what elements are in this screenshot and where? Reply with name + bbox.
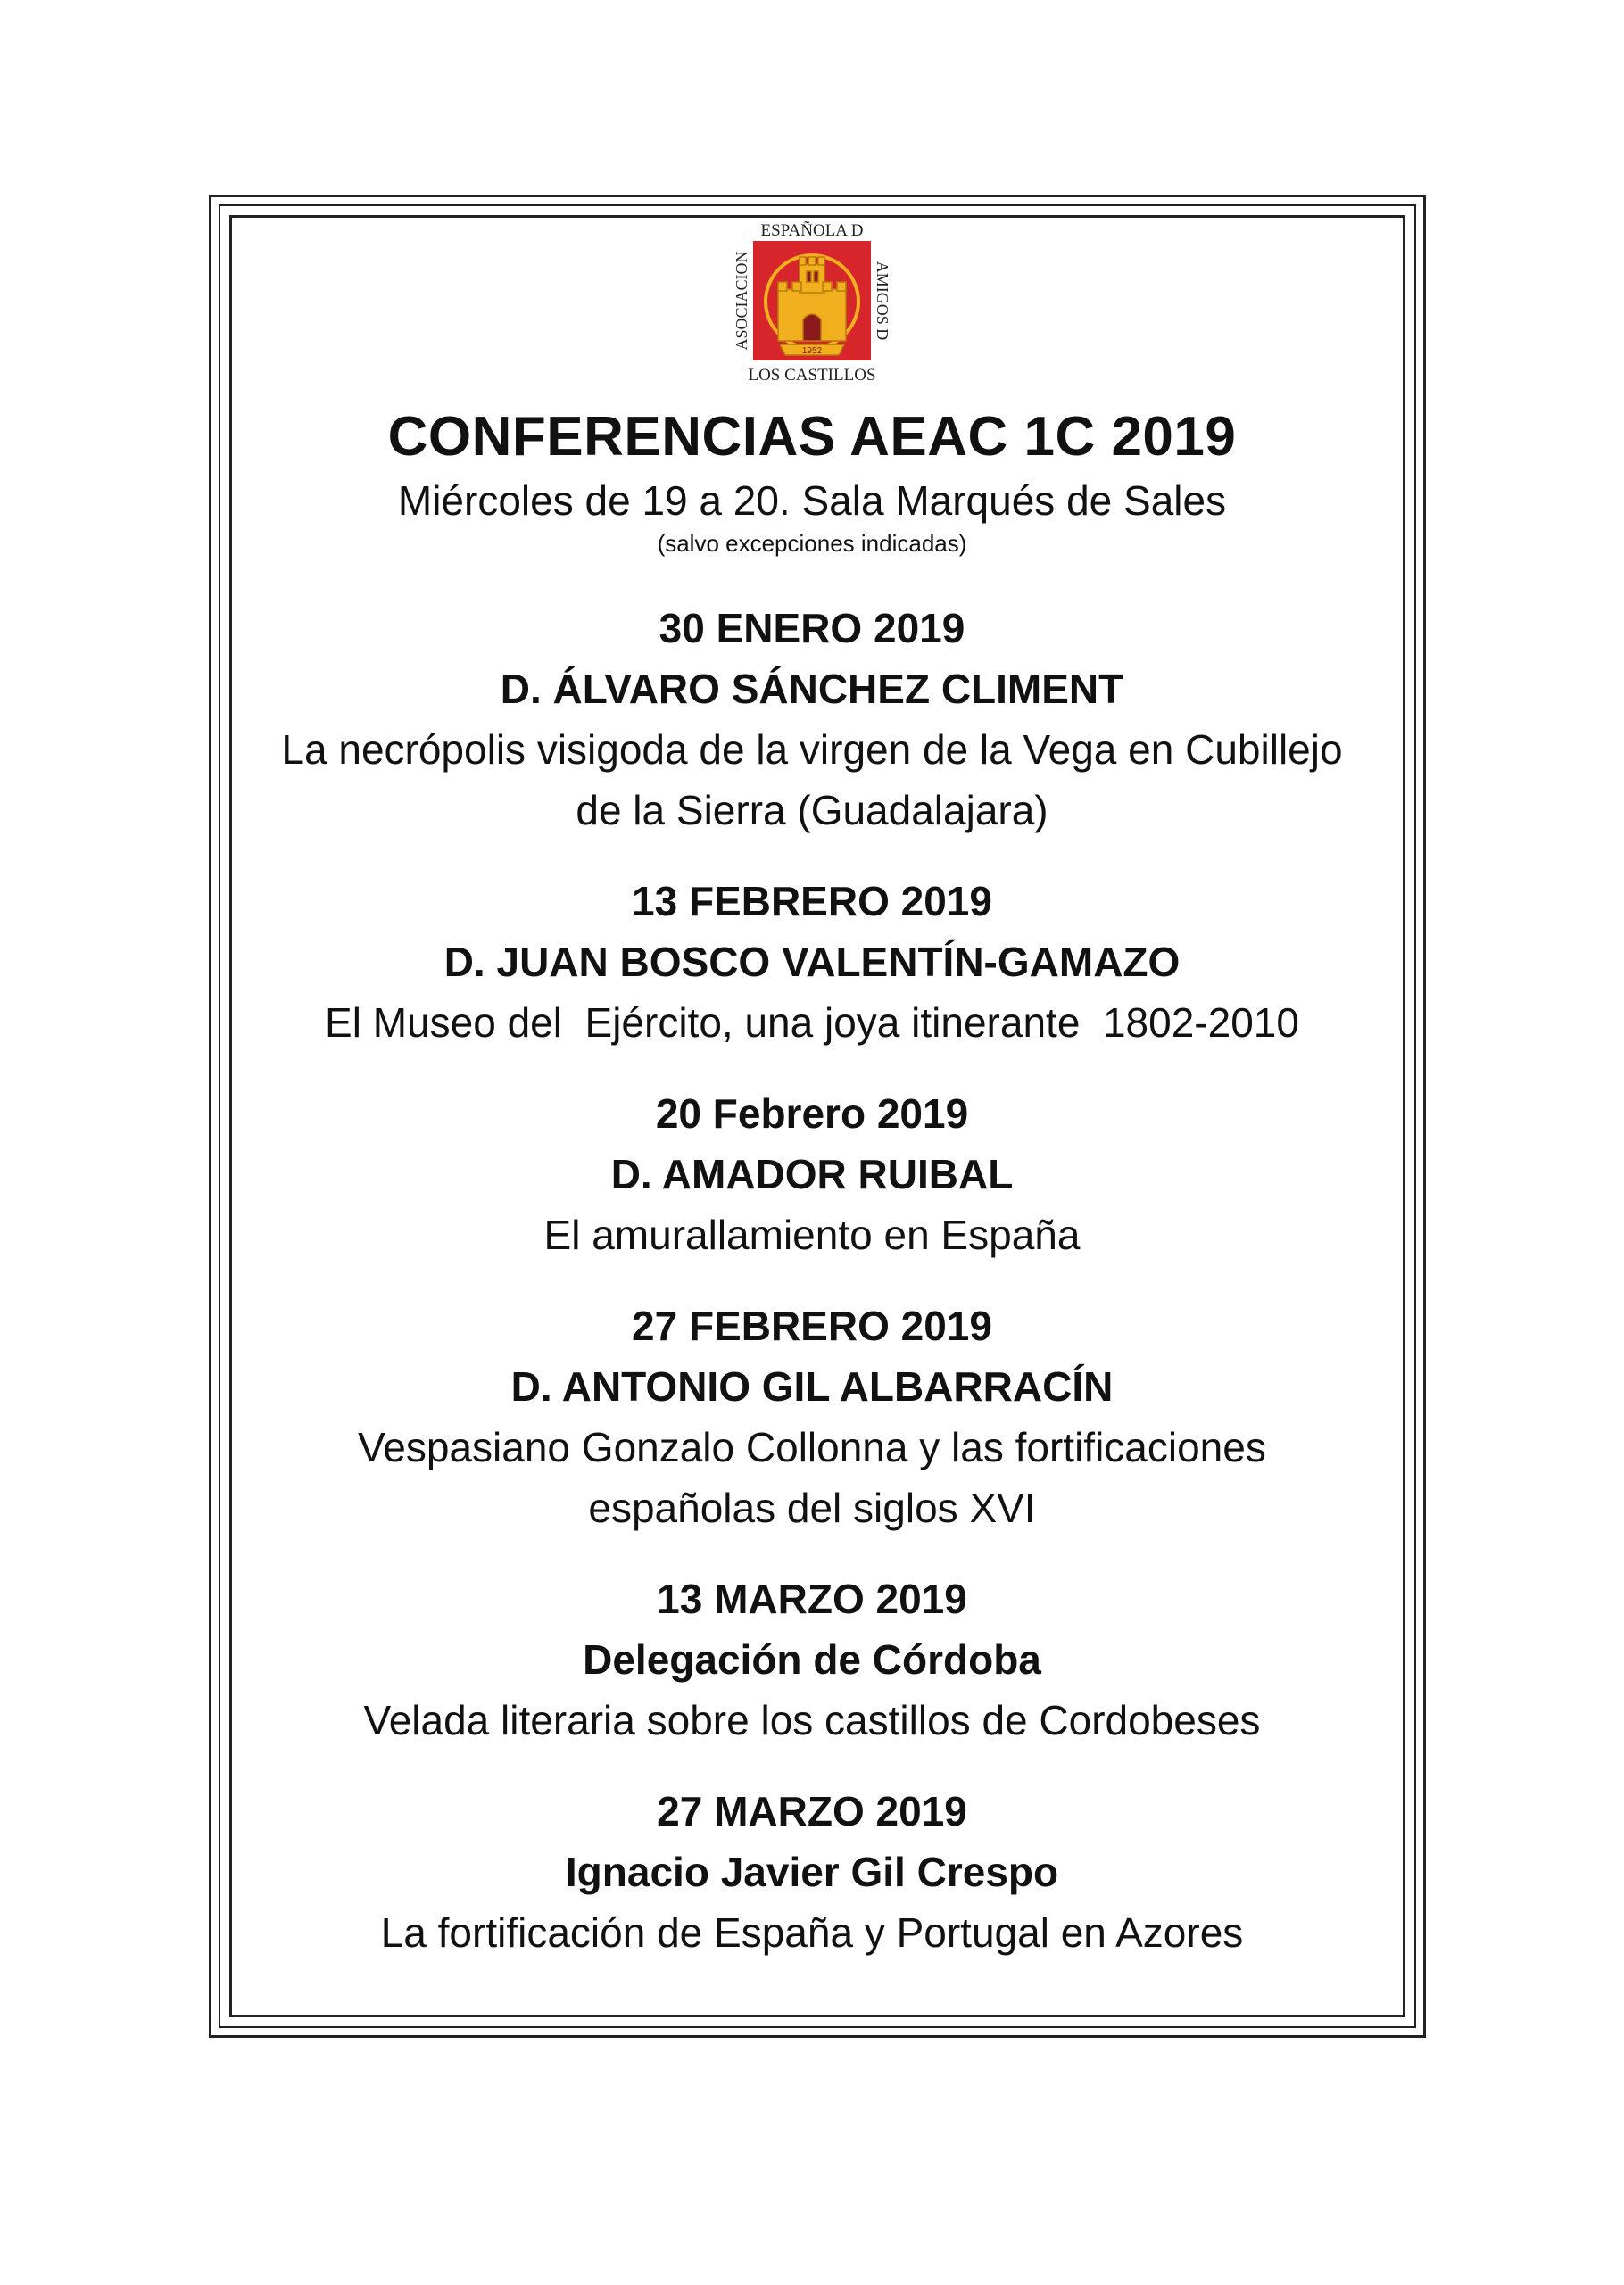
event-topic-line: españolas del siglos XVI: [588, 1485, 1036, 1531]
event-item: [223, 1083, 1401, 1265]
event-item: [223, 1569, 1401, 1751]
event-date: 20 Febrero 2019: [655, 1090, 969, 1137]
event-date: 27 MARZO 2019: [657, 1788, 967, 1834]
event-item: [223, 1296, 1401, 1538]
event-item: [223, 871, 1401, 1053]
event-item: [223, 1781, 1401, 1963]
event-topic-line: Vespasiano Gonzalo Collonna y las fortificaciones: [358, 1424, 1266, 1470]
logo-text-left: ASOCIACION: [733, 251, 750, 351]
association-logo: [732, 219, 892, 384]
event-speaker: Delegación de Córdoba: [583, 1636, 1041, 1683]
logo-banner-text: 1952: [801, 346, 823, 356]
event-topic-line: La fortificación de España y Portugal en Azores: [380, 1909, 1244, 1956]
event-speaker: D. ÁLVARO SÁNCHEZ CLIMENT: [500, 666, 1124, 712]
poster-content: [223, 219, 1401, 1963]
event-topic-line: La necrópolis visigoda de la virgen de la Vega en Cubillejo: [281, 726, 1343, 773]
logo-text-top: ESPAÑOLA D: [760, 221, 864, 240]
castle-icon: [766, 255, 858, 348]
logo-text-right: AMIGOS D: [874, 261, 891, 341]
event-topic-line: Velada literaria sobre los castillos de Cordobeses: [363, 1697, 1261, 1743]
schedule-subtitle: Miércoles de 19 a 20. Sala Marqués de Sales: [397, 477, 1227, 524]
event-date: 30 ENERO 2019: [659, 605, 965, 651]
event-speaker: D. ANTONIO GIL ALBARRACÍN: [510, 1363, 1114, 1410]
event-list: [223, 598, 1401, 1963]
event-speaker: D. AMADOR RUIBAL: [610, 1151, 1014, 1197]
logo-text-bottom: LOS CASTILLOS: [748, 366, 876, 384]
page-title: CONFERENCIAS AEAC 1C 2019: [387, 406, 1237, 468]
event-date: 13 MARZO 2019: [657, 1576, 967, 1622]
event-date: 27 FEBRERO 2019: [632, 1303, 992, 1349]
event-item: [223, 598, 1401, 840]
event-topic-line: de la Sierra (Guadalajara): [576, 787, 1048, 833]
event-speaker: Ignacio Javier Gil Crespo: [565, 1849, 1059, 1895]
event-date: 13 FEBRERO 2019: [632, 878, 992, 924]
event-speaker: D. JUAN BOSCO VALENTÍN-GAMAZO: [443, 939, 1181, 985]
event-topic-line: El Museo del Ejército, una joya itinerante 1802-2010: [325, 999, 1299, 1046]
event-topic-line: El amurallamiento en España: [543, 1212, 1081, 1258]
exceptions-note: (salvo excepciones indicadas): [657, 530, 967, 557]
